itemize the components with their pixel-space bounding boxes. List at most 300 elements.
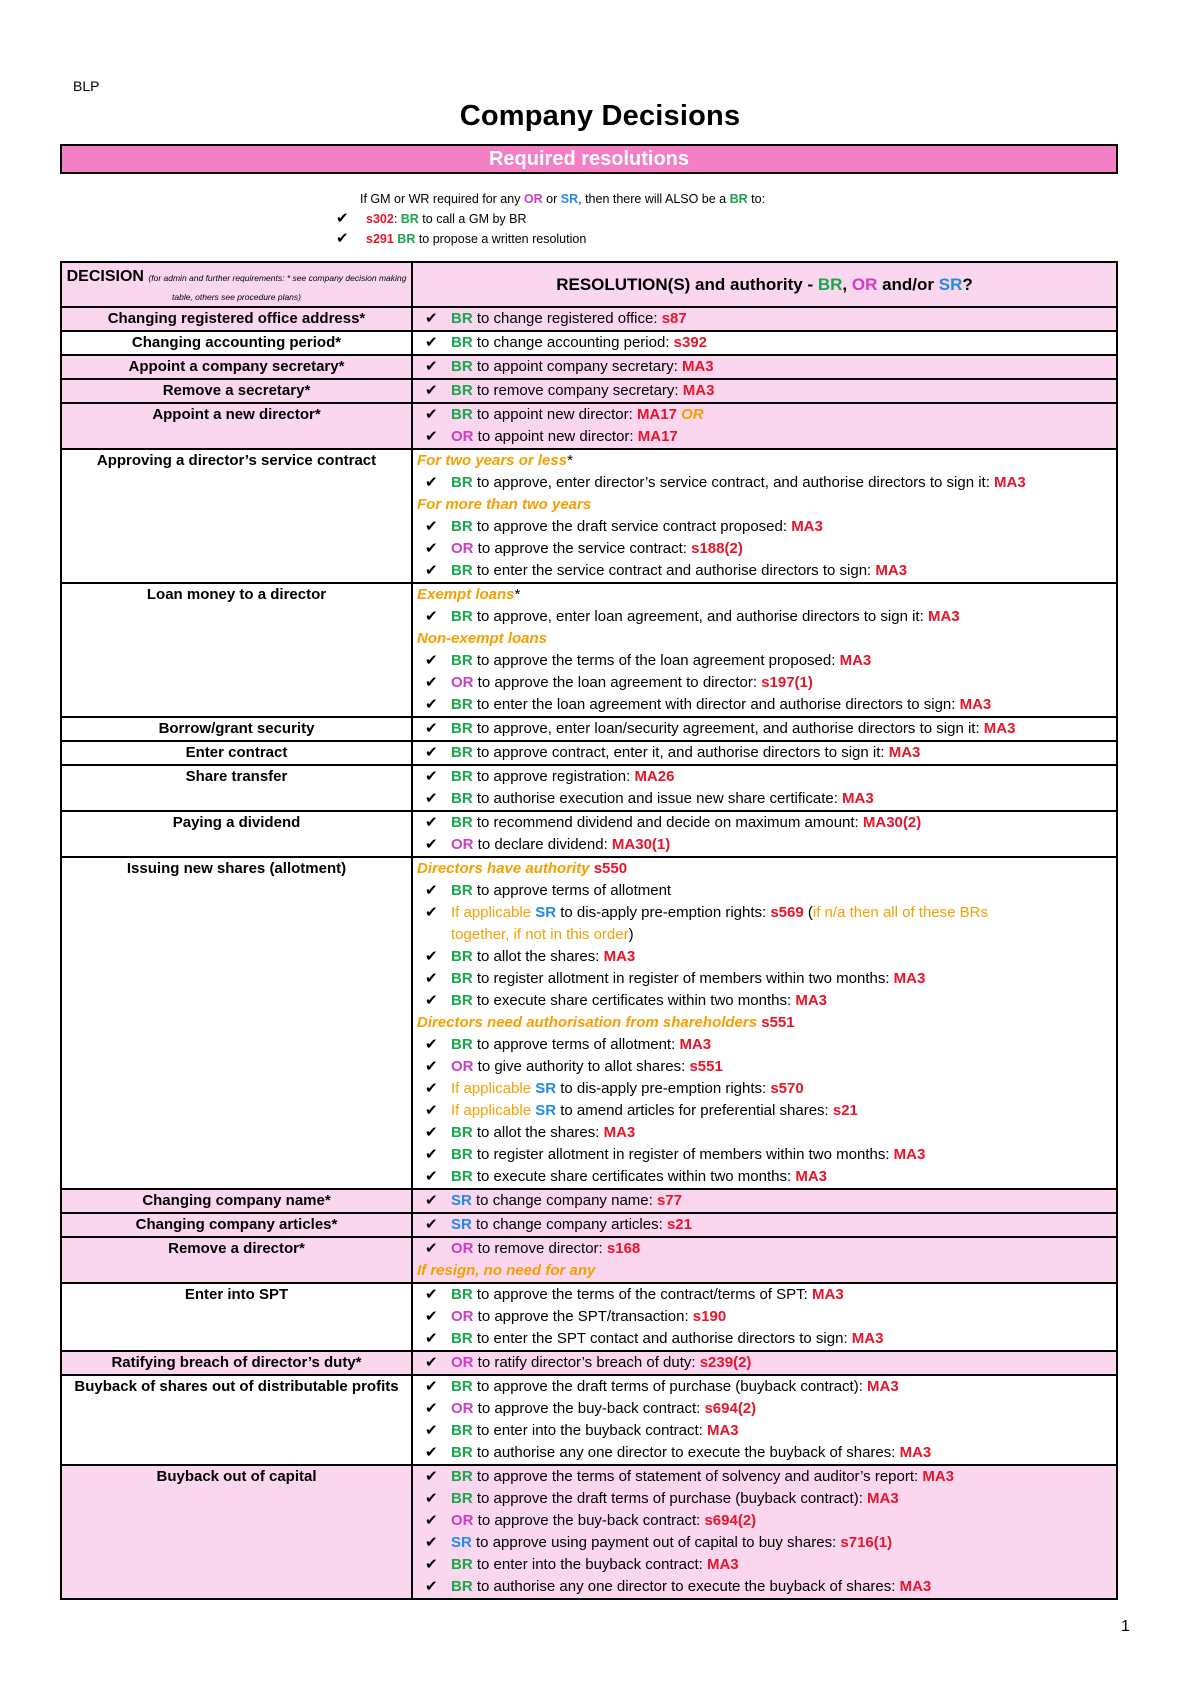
resolution-line [417,1100,1112,1122]
text: to approve using payment out of capital to buy shares: [471,1534,841,1551]
resolution-cell [412,717,1117,741]
check-icon: ✔ [425,1468,438,1485]
text: to approve registration: [472,768,635,785]
resolution-subheading [417,584,1112,606]
sr-label: SR [535,1102,557,1119]
statute-ref: MA3 [899,1444,932,1461]
condition-text: If applicable [451,1080,536,1097]
check-icon: ✔ [425,1378,438,1395]
decision-cell: Issuing new shares (allotment) [61,857,412,1189]
text: to change company articles: [471,1216,667,1233]
subheading-text: Directors need authorisation from shareholders [417,1014,762,1031]
br-label: BR [451,1444,473,1461]
decision-header-note: (for admin and further requirements: * see company decision making table, others see procedure plans) [148,273,407,302]
statute-ref: MA3 [839,652,872,669]
text: to give authority to allot shares: [473,1058,690,1075]
text: to approve the terms of statement of solvency and auditor’s report: [472,1468,923,1485]
text: to dis-apply pre-emption rights: [556,1080,771,1097]
text: to amend articles for preferential shares: [556,1102,833,1119]
table-row [61,1465,1117,1599]
subheading-text: Exempt loans [417,586,515,603]
statute-ref: MA3 [681,358,714,375]
resolution-line [417,718,1112,740]
decision-cell: Appoint a new director* [61,403,412,449]
check-icon: ✔ [425,1080,438,1097]
statute-ref: MA30(2) [862,814,922,831]
subheading-text: If resign, no need for any [417,1262,596,1279]
statute-ref: MA3 [706,1422,739,1439]
resolution-cell [412,811,1117,857]
text: to allot the shares: [472,948,604,965]
table-row [61,1237,1117,1283]
intro-note [336,190,766,249]
statute-ref: MA3 [679,1036,712,1053]
statute-ref: MA3 [893,970,926,987]
text: to enter into the buyback contract: [472,1422,707,1439]
br-label: BR [451,1556,473,1573]
statute-ref: MA3 [791,518,823,535]
check-icon: ✔ [425,1308,438,1325]
or-label: OR [451,1308,474,1325]
text: * [567,452,573,469]
statute-ref: s21 [832,1102,858,1119]
statute-ref: MA3 [812,1286,844,1303]
check-icon: ✔ [425,948,438,965]
text: to enter the service contract and authorise directors to sign: [472,562,876,579]
check-icon: ✔ [425,1124,438,1141]
check-icon: ✔ [425,382,438,399]
text: to approve, enter director’s service contract, and authorise directors to sign it: [472,474,995,491]
sr-label: SR [451,1216,472,1233]
text: to approve the service contract: [473,540,692,557]
decision-cell: Changing company name* [61,1189,412,1213]
statute-ref: s569 [770,904,804,921]
text: ( [803,904,813,921]
text: to approve the terms of the contract/terms of SPT: [472,1286,812,1303]
resolution-line [417,516,1112,538]
table-row [61,857,1117,1189]
statute-ref: MA3 [867,1490,899,1507]
resolution-subheading [417,628,1112,650]
resolution-line [417,742,1112,764]
text: ) [628,926,634,943]
br-label: BR [451,814,473,831]
condition-text: if n/a then all of these BRs [812,904,988,921]
check-icon: ✔ [425,1490,438,1507]
or-label: OR [451,428,474,445]
br-label: BR [451,652,473,669]
resolution-line [417,694,1112,716]
check-icon: ✔ [425,1146,438,1163]
check-icon: ✔ [425,1036,438,1053]
statute-ref: s716(1) [840,1534,893,1551]
check-icon: ✔ [425,904,438,921]
table-row [61,379,1117,403]
subheading-text: For more than two years [417,496,592,513]
check-icon: ✔ [425,428,438,445]
resolution-line [417,1190,1112,1212]
statute-ref: s392 [673,334,708,351]
text: to enter the loan agreement with director and authorise directors to sign: [472,696,960,713]
check-icon: ✔ [425,836,438,853]
resolution-cell [412,857,1117,1189]
check-icon: ✔ [425,882,438,899]
statute-ref: s197(1) [761,674,813,691]
check-icon: ✔ [425,814,438,831]
table-row [61,583,1117,717]
text: * [514,586,521,603]
br-label: BR [451,1036,473,1053]
or-label: OR [451,674,474,691]
intro-bullet: ✔ s302: BR to call a GM by BR [336,210,527,227]
resolution-line [417,1398,1112,1420]
or-label: OR [451,836,474,853]
statute-ref: s87 [661,310,687,327]
check-icon: ✔ [336,230,349,247]
text: to approve the draft terms of purchase (buyback contract): [472,1378,868,1395]
check-icon: ✔ [425,1578,438,1595]
statute-ref: MA26 [634,768,675,785]
check-icon: ✔ [425,1058,438,1075]
check-icon: ✔ [425,696,438,713]
or-label: OR [451,1512,474,1529]
resolution-line [417,834,1112,856]
br-label: BR [451,720,473,737]
text: to approve terms of allotment [472,882,672,899]
br-label: BR [451,310,473,327]
resolution-cell [412,583,1117,717]
check-icon: ✔ [425,1286,438,1303]
decision-cell: Buyback of shares out of distributable profits [61,1375,412,1465]
sr-label: SR [535,904,557,921]
text: to change company name: [471,1192,657,1209]
condition-text: If applicable [451,1102,536,1119]
text: to approve the draft service contract proposed: [472,518,792,535]
resolution-line [417,1488,1112,1510]
resolution-cell [412,449,1117,583]
decision-cell: Changing accounting period* [61,331,412,355]
text: to enter into the buyback contract: [472,1556,707,1573]
text: to execute share certificates within two months: [472,1168,796,1185]
check-icon: ✔ [425,1512,438,1529]
resolution-line [417,788,1112,810]
resolution-cell [412,331,1117,355]
subheading-text: OR [681,406,704,423]
resolution-line [417,1306,1112,1328]
statute-ref: MA3 [893,1146,926,1163]
resolution-cell [412,1213,1117,1237]
text: to approve the terms of the loan agreement proposed: [472,652,840,669]
or-label: OR [451,1400,474,1417]
resolution-line [417,1466,1112,1488]
decision-cell: Borrow/grant security [61,717,412,741]
resolution-subheading [417,494,1112,516]
check-icon: ✔ [425,674,438,691]
br-label: BR [451,948,473,965]
resolution-subheading [417,1260,1112,1282]
resolution-cell [412,765,1117,811]
resolution-line-continuation [417,924,1112,946]
br-label: BR [451,562,473,579]
check-icon: ✔ [336,210,349,227]
check-icon: ✔ [425,334,438,351]
page-title: Company Decisions [459,100,741,132]
check-icon: ✔ [425,1422,438,1439]
resolution-line [417,812,1112,834]
resolution-line [417,1376,1112,1398]
br-label: BR [451,1378,473,1395]
text: to enter the SPT contact and authorise directors to sign: [472,1330,852,1347]
statute-ref: MA3 [682,382,715,399]
text: to approve the buy-back contract: [473,1400,705,1417]
subheading-text: For two years or less [417,452,568,469]
or-label: OR [451,1240,474,1257]
text: to approve terms of allotment: [472,1036,680,1053]
check-icon: ✔ [425,1216,438,1233]
br-label: BR [451,1578,473,1595]
resolution-line [417,650,1112,672]
check-icon: ✔ [425,1330,438,1347]
statute-ref: MA3 [899,1578,932,1595]
resolution-line [417,1034,1112,1056]
br-label: BR [451,334,473,351]
resolution-cell [412,379,1117,403]
table-row [61,331,1117,355]
resolution-line [417,606,1112,628]
text: to approve the draft terms of purchase (buyback contract): [472,1490,868,1507]
decision-cell: Share transfer [61,765,412,811]
statute-ref: s168 [606,1240,641,1257]
check-icon: ✔ [425,358,438,375]
br-label: BR [451,358,473,375]
page-number: 1 [1121,1618,1130,1635]
header-label: BLP [73,78,100,94]
table-row [61,403,1117,449]
resolution-line [417,1056,1112,1078]
subheading-text: Directors have authority [417,860,594,877]
br-label: BR [451,1422,473,1439]
text: to remove director: [473,1240,607,1257]
check-icon: ✔ [425,992,438,1009]
check-icon: ✔ [425,744,438,761]
check-icon: ✔ [425,310,438,327]
text: to appoint company secretary: [472,358,682,375]
statute-ref: MA3 [706,1556,739,1573]
br-label: BR [451,608,473,625]
resolution-cell [412,1465,1117,1599]
text: to declare dividend: [473,836,612,853]
br-label: BR [451,1330,473,1347]
text: to approve the SPT/transaction: [473,1308,693,1325]
text: to approve the loan agreement to director: [473,674,762,691]
resolution-line [417,472,1112,494]
resolution-cell [412,1351,1117,1375]
statute-ref: MA3 [888,744,921,761]
resolution-line [417,902,1112,924]
decision-cell: Paying a dividend [61,811,412,857]
resolution-cell [412,1375,1117,1465]
br-label: BR [451,1286,473,1303]
resolution-line [417,1510,1112,1532]
sr-label: SR [451,1534,472,1551]
resolution-cell [412,741,1117,765]
decision-cell: Remove a secretary* [61,379,412,403]
table-row [61,1351,1117,1375]
br-label: BR [451,1468,473,1485]
resolution-line [417,1166,1112,1188]
statute-ref: MA3 [867,1378,899,1395]
resolution-line [417,332,1112,354]
table-row [61,1283,1117,1351]
resolution-cell [412,1237,1117,1283]
text: to change registered office: [472,310,662,327]
statute-ref: s551 [689,1058,723,1075]
br-label: BR [451,696,473,713]
text: to authorise any one director to execute the buyback of shares: [472,1578,900,1595]
table-row [61,355,1117,379]
resolution-line [417,1420,1112,1442]
check-icon: ✔ [425,1354,438,1371]
decision-cell: Changing company articles* [61,1213,412,1237]
intro-bullet: ✔ s291 BR to propose a written resolution [336,230,587,247]
resolution-line [417,356,1112,378]
intro-line: If GM or WR required for any OR or SR, then there will ALSO be a BR to: [360,192,766,206]
decision-cell: Remove a director* [61,1237,412,1283]
decision-cell: Approving a director’s service contract [61,449,412,583]
statute-ref: MA17 [637,428,678,445]
text: to approve the buy-back contract: [473,1512,705,1529]
check-icon: ✔ [425,562,438,579]
table-row [61,811,1117,857]
check-icon: ✔ [425,1444,438,1461]
condition-text: If applicable [451,904,536,921]
table-row [61,717,1117,741]
statute-ref: s550 [593,860,628,877]
or-label: OR [451,540,474,557]
check-icon: ✔ [425,1400,438,1417]
statute-ref: MA3 [927,608,960,625]
br-label: BR [451,992,473,1009]
resolution-cell [412,403,1117,449]
statute-ref: s77 [656,1192,682,1209]
br-label: BR [451,882,473,899]
check-icon: ✔ [425,1102,438,1119]
decisions-table [60,261,1118,1600]
text: to appoint new director: [473,428,638,445]
check-icon: ✔ [425,474,438,491]
br-label: BR [451,518,473,535]
br-label: BR [451,744,473,761]
br-label: BR [451,790,473,807]
sr-label: SR [535,1080,557,1097]
br-label: BR [451,406,473,423]
statute-ref: s239(2) [699,1354,752,1371]
br-label: BR [451,382,473,399]
check-icon: ✔ [425,1556,438,1573]
statute-ref: s21 [666,1216,692,1233]
resolution-line [417,766,1112,788]
resolution-line [417,1122,1112,1144]
br-label: BR [451,1168,473,1185]
resolution-line [417,990,1112,1012]
statute-ref: MA17 [636,406,677,423]
check-icon: ✔ [425,1192,438,1209]
br-label: BR [451,768,473,785]
statute-ref: s188(2) [691,540,743,557]
text: to approve, enter loan/security agreement, and authorise directors to sign it: [472,720,984,737]
statute-ref: s570 [770,1080,804,1097]
text: to execute share certificates within two months: [472,992,796,1009]
table-row [61,449,1117,583]
resolution-line [417,1352,1112,1374]
check-icon: ✔ [425,790,438,807]
resolution-line [417,1238,1112,1260]
resolution-line [417,1328,1112,1350]
statute-ref: MA3 [603,1124,636,1141]
resolution-line [417,538,1112,560]
resolution-cell [412,307,1117,331]
table-row [61,307,1117,331]
text: to appoint new director: [472,406,637,423]
text: to authorise any one director to execute the buyback of shares: [472,1444,900,1461]
statute-ref: s551 [761,1014,795,1031]
decision-column-header: DECISION (for admin and further requirements: * see company decision making table, others see procedure plans) [61,262,412,307]
resolution-line [417,946,1112,968]
decision-cell: Enter into SPT [61,1283,412,1351]
condition-text: together, if not in this order [451,926,629,943]
statute-ref: MA3 [922,1468,955,1485]
text: to authorise execution and issue new share certificate: [472,790,843,807]
resolution-cell [412,355,1117,379]
check-icon: ✔ [425,1168,438,1185]
text: to approve contract, enter it, and authorise directors to sign it: [472,744,889,761]
resolution-line [417,1576,1112,1598]
resolution-cell [412,1283,1117,1351]
resolution-line [417,404,1112,426]
table-row [61,765,1117,811]
decision-cell: Enter contract [61,741,412,765]
text: to recommend dividend and decide on maximum amount: [472,814,863,831]
decision-cell: Changing registered office address* [61,307,412,331]
table-row [61,1213,1117,1237]
decision-cell: Appoint a company secretary* [61,355,412,379]
text: to change accounting period: [472,334,674,351]
check-icon: ✔ [425,970,438,987]
resolution-line [417,880,1112,902]
statute-ref: s694(2) [704,1400,757,1417]
subheading-text: Non-exempt loans [417,630,548,647]
or-label: OR [451,1354,474,1371]
br-label: BR [451,474,473,491]
resolution-line [417,308,1112,330]
decision-cell: Buyback out of capital [61,1465,412,1599]
statute-ref: MA3 [795,1168,827,1185]
statute-ref: MA3 [983,720,1016,737]
check-icon: ✔ [425,1240,438,1257]
text: to register allotment in register of members within two months: [472,1146,894,1163]
br-label: BR [451,1490,473,1507]
resolution-line [417,1214,1112,1236]
check-icon: ✔ [425,768,438,785]
resolution-column-header: RESOLUTION(S) and authority - BR, OR and/or SR? [412,262,1117,307]
statute-ref: MA3 [603,948,636,965]
text: to remove company secretary: [472,382,683,399]
statute-ref: MA3 [994,474,1026,491]
statute-ref: MA30(1) [611,836,671,853]
text: to dis-apply pre-emption rights: [556,904,771,921]
br-label: BR [451,1124,473,1141]
resolution-line [417,672,1112,694]
